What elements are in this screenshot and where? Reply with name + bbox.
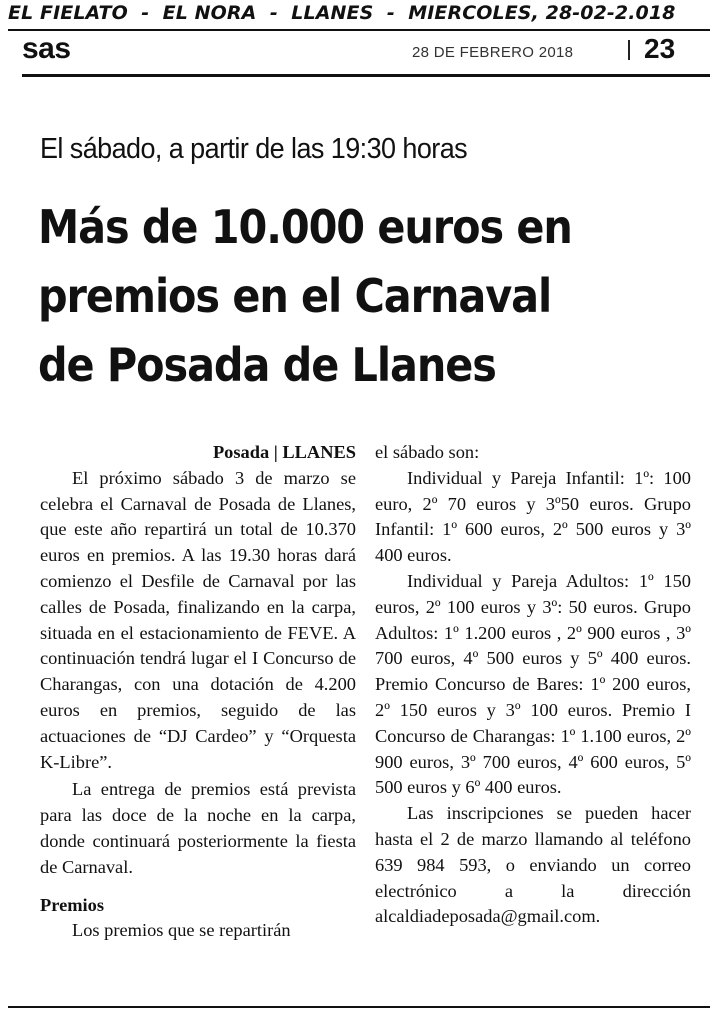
article-column-left <box>40 440 356 944</box>
section-tag: sas <box>22 32 71 65</box>
header-rule <box>8 29 710 31</box>
article-paragraph: Individual y Pareja Adultos: 1º 150 euros, 2º 100 euros y 3º: 50 euros. Grupo Adultos: 1º 1.200 euros , 2º 900 euros , 3º 700 euros, 4º 500 euros y 5º 400 euros. Premio Concurso de Bares: 1º 200 euros, 2º 150 euros y 3º 100 euros. Premio I Concurso de Charangas: 1º 1.100 euros, 2º 900 euros, 3º 700 euros, 4º 600 euros, 5º 500 euros y 6º 400 euros. <box>375 570 691 798</box>
clipping-header: EL FIELATO - EL NORA - LLANES - MIERCOLES, 28-02-2.018 <box>8 2 676 24</box>
article-byline: Posada | LLANES <box>212 442 356 462</box>
article-headline <box>38 193 641 400</box>
article-paragraph: Las inscripciones se pueden hacer hasta el 2 de marzo llamando al teléfono 639 984 593, o enviando un correo electrónico a la dirección alcaldiadeposada@gmail.com. <box>375 803 691 927</box>
article-paragraph: el sábado son: <box>375 442 480 462</box>
article-paragraph: Los premios que se repartirán <box>72 920 291 941</box>
article-paragraph: Individual y Pareja Infantil: 1º: 100 euro, 2º 70 euros y 3º50 euros. Grupo Infantil: 1º 600 euros, 2º 500 euros y 3º 400 euros. <box>375 467 691 566</box>
headline-line: Más de 10.000 euros en <box>38 200 572 254</box>
page-date: 28 DE FEBRERO 2018 <box>412 44 574 61</box>
footer-rule <box>8 1006 710 1008</box>
section-rule <box>22 74 710 77</box>
page-separator <box>628 40 630 60</box>
article-kicker: El sábado, a partir de las 19:30 horas <box>40 133 468 165</box>
article-subhead: Premios <box>40 894 105 915</box>
article-paragraph: El próximo sábado 3 de marzo se celebra el Carnaval de Posada de Llanes, que este año repartirá un total de 10.370 euros en premios. A las 19.30 horas dará comienzo el Desfile de Carnaval por las calles de Posada, finalizando en la carpa, situada en el estacionamiento de FEVE. A continuación tendrá lugar el I Concurso de Charangas, con una dotación de 4.200 euros en premios, seguido de las actuaciones de “DJ Cardeo” y “Orquesta K-Libre”. <box>40 467 356 772</box>
article-paragraph: La entrega de premios está prevista para las doce de la noche en la carpa, donde continuará posteriormente la fiesta de Carnaval. <box>40 779 356 877</box>
page-number: 23 <box>644 33 676 64</box>
headline-line: de Posada de Llanes <box>38 338 496 392</box>
article-column-right <box>375 440 691 930</box>
headline-line: premios en el Carnaval <box>38 269 552 323</box>
